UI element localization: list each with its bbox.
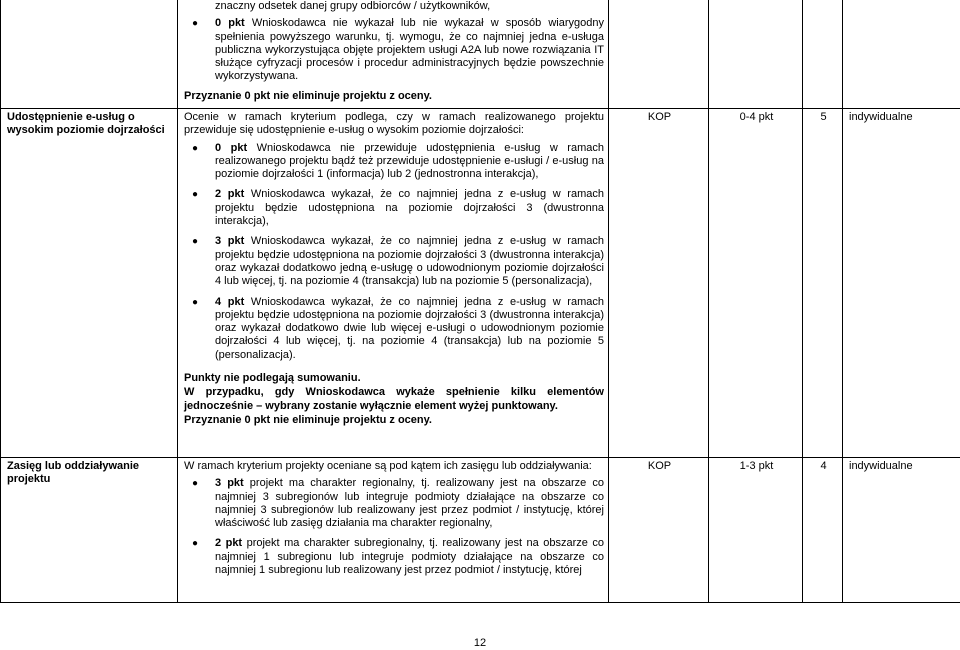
list-item (184, 537, 604, 577)
table-row (1, 109, 960, 458)
intro-text: W ramach kryterium projekty oceniane są pod kątem ich zasięgu lub oddziaływania: (184, 460, 604, 473)
score-text: projekt ma charakter regionalny, tj. realizowany jest na obszarze co najmniej 3 subregionów lub integruje podmioty działające na obszarze co najmniej 3 subregionów lub realizowany jest przez podmiot / instytucję, której właściwość lub zasięg działania ma charakter regionalny, (215, 477, 604, 529)
score-label: 4 pkt (215, 296, 244, 308)
score-label: 0 pkt (215, 17, 245, 29)
criterion-description (178, 0, 609, 109)
bullet-icon: ● (192, 235, 198, 248)
evaluating-body: KOP (609, 458, 709, 603)
empty-cell (843, 0, 960, 109)
weight: 4 (803, 458, 843, 603)
score-text: Wnioskodawca wykazał, że co najmniej jedna z e-usług w ramach projektu będzie udostępniona na poziomie dojrzałości 3 (dwustronna interakcja) oraz wykazał dodatkowo jedną e-usługę o udowodnionym poziomie dojrzałości 4 lub więcej, tj. na poziomie 4 (transakcja) lub na poziomie 5 (personalizacja), (215, 235, 604, 287)
page-number: 12 (0, 637, 960, 650)
bullet-icon: ● (192, 188, 198, 201)
bullet-icon: ● (192, 296, 198, 309)
note-text: Punkty nie podlegają sumowaniu. (184, 372, 604, 385)
assessment-type: indywidualne (843, 109, 960, 458)
list-item (184, 235, 604, 288)
score-label: 3 pkt (215, 477, 244, 489)
bullet-icon: ● (192, 142, 198, 155)
list-item (184, 17, 604, 83)
empty-cell (1, 0, 178, 109)
score-range: 0-4 pkt (709, 109, 803, 458)
score-text: Wnioskodawca nie wykazał lub nie wykazał w sposób wiarygodny spełnienia powyższego warunku, tj. wymogu, że co najmniej jedna e-usługa publiczna wykorzystująca objęte projektem usługi A2A lub nowe rozwiązania IT służące cyfryzacji procesów i procedur administracyjnych będzie powszechnie wykorzystywana. (215, 17, 604, 82)
bullet-icon: ● (192, 537, 198, 550)
criterion-description (178, 458, 609, 603)
continued-text: znaczny odsetek danej grupy odbiorców / użytkowników, (184, 0, 604, 13)
empty-cell (609, 0, 709, 109)
score-label: 2 pkt (215, 188, 244, 200)
assessment-type: indywidualne (843, 458, 960, 603)
score-list (184, 17, 604, 83)
criterion-name: Udostępnienie e-usług o wysokim poziomie dojrzałości (1, 109, 178, 458)
score-list (184, 142, 604, 362)
score-label: 0 pkt (215, 142, 247, 154)
score-text: Wnioskodawca wykazał, że co najmniej jedna z e-usług w ramach projektu będzie udostępniona na poziomie dojrzałości 3 (dwustronna interakcja) oraz wykazał dodatkowo dwie lub więcej e-usługi o udowodnionym poziomie dojrzałości 4 lub więcej, tj. na poziomie 4 (transakcja) lub na poziomie 5 (personalizacja). (215, 296, 604, 361)
note-text: Przyznanie 0 pkt nie eliminuje projektu z oceny. (184, 414, 604, 427)
note-text: W przypadku, gdy Wnioskodawca wykaże spełnienie kilku elementów jednocześnie – wybrany zostanie wyłącznie element wyżej punktowany. (184, 386, 604, 413)
table-row (1, 0, 960, 109)
list-item (184, 477, 604, 530)
empty-cell (709, 0, 803, 109)
list-item (184, 296, 604, 362)
score-text: projekt ma charakter subregionalny, tj. realizowany jest na obszarze co najmniej 1 subregionu lub integruje podmioty działające na obszarze co najmniej 1 subregionu lub realizowany jest przez podmiot / instytucję, której (215, 537, 604, 576)
note-text: Przyznanie 0 pkt nie eliminuje projektu z oceny. (184, 90, 604, 103)
criterion-description (178, 109, 609, 458)
score-list (184, 477, 604, 577)
score-range: 1-3 pkt (709, 458, 803, 603)
list-item (184, 188, 604, 228)
score-label: 2 pkt (215, 537, 242, 549)
empty-cell (803, 0, 843, 109)
intro-text: Ocenie w ramach kryterium podlega, czy w ramach realizowanego projektu przewiduje się udostępnienie e-usług o wysokim poziomie dojrzałości: (184, 111, 604, 138)
score-text: Wnioskodawca wykazał, że co najmniej jedna z e-usług w ramach projektu będzie udostępniona na poziomie dojrzałości 3 (dwustronna interakcja), (215, 188, 604, 227)
score-text: Wnioskodawca nie przewiduje udostępnienia e-usług w ramach realizowanego projektu bądź też przewiduje udostępnienie e-usługi / e-usług na poziomie dojrzałości 1 (informacja) lub 2 (jednostronna interakcja), (215, 142, 604, 181)
score-label: 3 pkt (215, 235, 244, 247)
bullet-icon: ● (192, 477, 198, 490)
weight: 5 (803, 109, 843, 458)
criterion-name: Zasięg lub oddziaływanie projektu (1, 458, 178, 603)
table-row (1, 458, 960, 603)
bullet-icon: ● (192, 17, 198, 30)
evaluating-body: KOP (609, 109, 709, 458)
list-item (184, 142, 604, 182)
